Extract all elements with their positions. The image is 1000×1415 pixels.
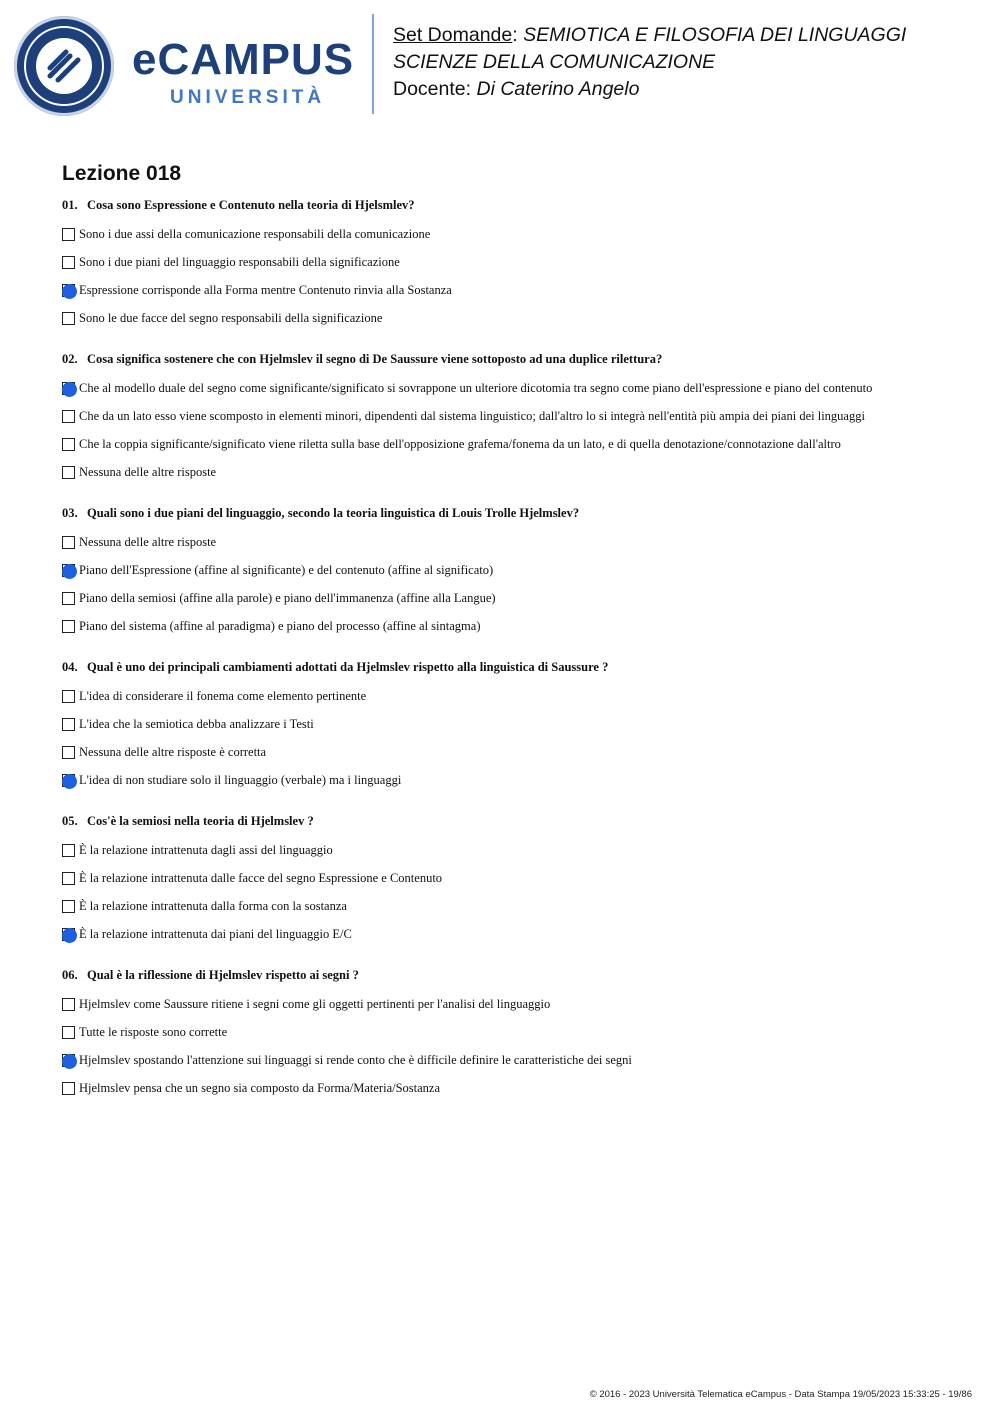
answer-option[interactable] [62,458,962,486]
answer-option[interactable] [62,864,962,892]
checkbox-icon[interactable] [62,536,75,549]
checkbox-icon[interactable] [62,774,75,787]
checkbox-icon[interactable] [62,592,75,605]
teacher-label: Docente: [393,78,472,100]
question-label: Qual è la riflessione di Hjelmslev rispetto ai segni ? [87,968,359,982]
answer-label: L'idea che la semiotica debba analizzare i Testi [79,716,314,731]
answer-label: Hjelmslev spostando l'attenzione sui linguaggi si rende conto che è difficile definire le caratteristiche dei segni [79,1052,632,1067]
question-label: Quali sono i due piani del linguaggio, secondo la teoria linguistica di Louis Trolle Hjelmslev? [87,506,580,520]
answer-option[interactable] [62,430,962,458]
selected-dot-icon [62,284,77,299]
question-block [62,812,962,948]
ecampus-logo-icon [14,16,114,116]
question-text [62,504,962,522]
checkbox-icon[interactable] [62,438,75,451]
question-label: Qual è uno dei principali cambiamenti adottati da Hjelmslev rispetto alla linguistica di Saussure ? [87,660,609,674]
checkbox-icon[interactable] [62,872,75,885]
answer-label: Hjelmslev pensa che un segno sia composto da Forma/Materia/Sostanza [79,1080,441,1095]
answer-label: È la relazione intrattenuta dai piani del linguaggio E/C [79,926,352,941]
question-number: 06. [62,968,78,982]
lesson-title: Lezione 018 [62,162,182,185]
answer-option[interactable] [62,920,962,948]
checkbox-icon[interactable] [62,690,75,703]
answer-option[interactable] [62,1046,962,1074]
answer-option[interactable] [62,836,962,864]
answer-option[interactable] [62,584,962,612]
answer-option[interactable] [62,710,962,738]
answer-label: Sono le due facce del segno responsabili della significazione [79,310,383,325]
answer-option[interactable] [62,402,962,430]
question-block [62,196,962,332]
checkbox-icon[interactable] [62,746,75,759]
answer-label: È la relazione intrattenuta dalle facce del segno Espressione e Contenuto [79,870,443,885]
answer-option[interactable] [62,248,962,276]
checkbox-icon[interactable] [62,382,75,395]
question-block [62,504,962,640]
checkbox-icon[interactable] [62,1054,75,1067]
checkbox-icon[interactable] [62,284,75,297]
course-set-line: Set Domande: SEMIOTICA E FILOSOFIA DEI LINGUAGGI [393,24,907,46]
header-divider [372,14,374,114]
question-label: Cos'è la semiosi nella teoria di Hjelmslev ? [87,814,314,828]
answer-label: Nessuna delle altre risposte [79,534,217,549]
answer-option[interactable] [62,612,962,640]
answer-label: Sono i due assi della comunicazione responsabili della comunicazione [79,226,431,241]
answer-label: Che al modello duale del segno come significante/significato si sovrappone un ulteriore dicotomia tra segno come piano dell'espressione e piano del contenuto [79,380,873,395]
answer-option[interactable] [62,220,962,248]
question-block [62,966,962,1102]
answer-label: Espressione corrisponde alla Forma mentre Contenuto rinvia alla Sostanza [79,282,452,297]
selected-dot-icon [62,928,77,943]
question-text [62,350,962,368]
answer-label: Nessuna delle altre risposte è corretta [79,744,267,759]
answer-option[interactable] [62,738,962,766]
question-list [62,196,962,1120]
answer-option[interactable] [62,1018,962,1046]
answer-option[interactable] [62,528,962,556]
question-block [62,350,962,486]
selected-dot-icon [62,382,77,397]
checkbox-icon[interactable] [62,998,75,1011]
answer-option[interactable] [62,682,962,710]
answer-label: Piano dell'Espressione (affine al significante) e del contenuto (affine al significato) [79,562,494,577]
selected-dot-icon [62,774,77,789]
answer-label: Piano della semiosi (affine alla parole) e piano dell'immanenza (affine alla Langue) [79,590,496,605]
answer-label: È la relazione intrattenuta dalla forma con la sostanza [79,898,347,913]
checkbox-icon[interactable] [62,410,75,423]
answer-label: Hjelmslev come Saussure ritiene i segni come gli oggetti pertinenti per l'analisi del linguaggio [79,996,551,1011]
question-block [62,658,962,794]
answer-label: È la relazione intrattenuta dagli assi del linguaggio [79,842,333,857]
answer-option[interactable] [62,374,962,402]
question-number: 01. [62,198,78,212]
selected-dot-icon [62,564,77,579]
answer-label: L'idea di non studiare solo il linguaggio (verbale) ma i linguaggi [79,772,402,787]
page-footer: © 2016 - 2023 Università Telematica eCampus - Data Stampa 19/05/2023 15:33:25 - 19/86 [589,1389,972,1400]
course-faculty-line [393,49,906,76]
checkbox-icon[interactable] [62,928,75,941]
checkbox-icon[interactable] [62,844,75,857]
checkbox-icon[interactable] [62,256,75,269]
brand-name: eCAMPUS [132,35,355,84]
checkbox-icon[interactable] [62,620,75,633]
question-label: Cosa significa sostenere che con Hjelmslev il segno di De Saussure viene sottoposto ad una duplice rilettura? [87,352,663,366]
checkbox-icon[interactable] [62,900,75,913]
answer-option[interactable] [62,766,962,794]
answer-option[interactable] [62,990,962,1018]
answer-option[interactable] [62,892,962,920]
question-text [62,812,962,830]
faculty: SCIENZE DELLA COMUNICAZIONE [393,51,716,73]
question-number: 02. [62,352,78,366]
teacher-value: Di Caterino Angelo [476,78,640,100]
question-number: 03. [62,506,78,520]
set-label: Set Domande [393,24,513,46]
answer-label: Tutte le risposte sono corrette [79,1024,228,1039]
checkbox-icon[interactable] [62,228,75,241]
answer-label: Che la coppia significante/significato viene riletta sulla base dell'opposizione grafema/fonema da un lato, e di quella denotazione/connotazione dall'altro [79,436,841,451]
checkbox-icon[interactable] [62,564,75,577]
question-text [62,658,962,676]
checkbox-icon[interactable] [62,466,75,479]
question-number: 05. [62,814,78,828]
answer-label: Piano del sistema (affine al paradigma) e piano del processo (affine al sintagma) [79,618,481,633]
answer-option[interactable] [62,276,962,304]
checkbox-icon[interactable] [62,718,75,731]
checkbox-icon[interactable] [62,312,75,325]
set-value: SEMIOTICA E FILOSOFIA DEI LINGUAGGI [523,24,907,46]
question-text [62,966,962,984]
answer-label: Sono i due piani del linguaggio responsabili della significazione [79,254,400,269]
question-label: Cosa sono Espressione e Contenuto nella teoria di Hjelsmlev? [87,198,415,212]
answer-label: L'idea di considerare il fonema come elemento pertinente [79,688,367,703]
answer-label: Che da un lato esso viene scomposto in elementi minori, dipendenti dal sistema linguistico; dall'altro lo si integrà nell'entità più ampia dei piani dei linguaggi [79,408,865,423]
checkbox-icon[interactable] [62,1082,75,1095]
question-text [62,196,962,214]
answer-label: Nessuna delle altre risposte [79,464,217,479]
question-number: 04. [62,660,78,674]
answer-option[interactable] [62,304,962,332]
selected-dot-icon [62,1054,77,1069]
course-teacher-line [393,76,906,103]
course-info [393,22,906,103]
answer-option[interactable] [62,556,962,584]
checkbox-icon[interactable] [62,1026,75,1039]
answer-option[interactable] [62,1074,962,1102]
brand-subtitle: UNIVERSITÀ [170,87,326,108]
